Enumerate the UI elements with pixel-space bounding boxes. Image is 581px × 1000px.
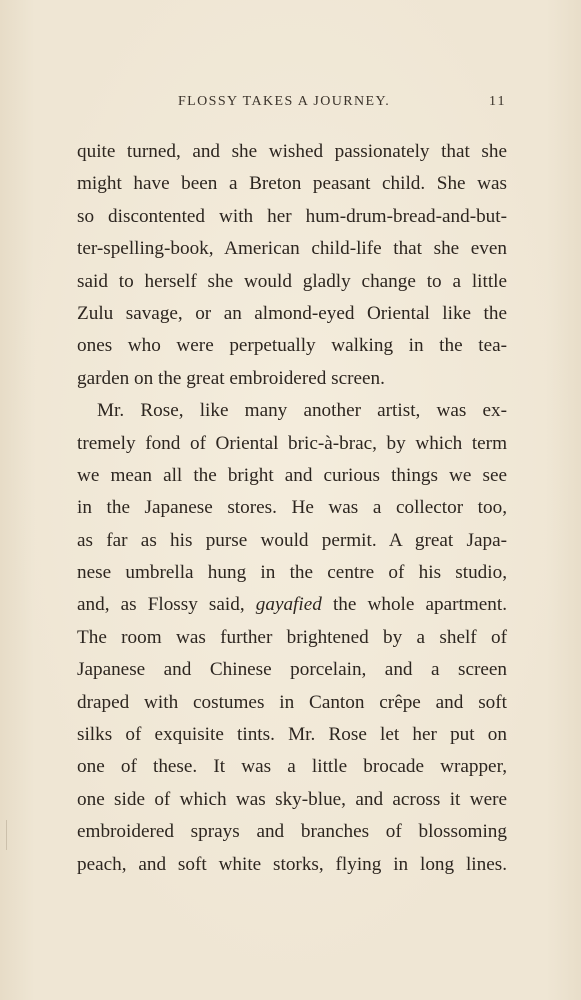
text-line: nese umbrella hung in the centre of his studio, — [77, 562, 507, 584]
text-line: in the Japanese stores. He was a collector too, — [77, 497, 507, 519]
page-header — [0, 94, 581, 114]
text-line: so discontented with her hum-drum-bread-and-but- — [77, 205, 507, 227]
text-line: might have been a Breton peasant child. She was — [77, 173, 507, 195]
text-line: as far as his purse would permit. A great Japa- — [77, 529, 507, 551]
page-number: 11 — [489, 94, 507, 109]
text-fragment: the whole apartment. — [332, 594, 507, 616]
running-title: FLOSSY TAKES A JOURNEY. — [178, 94, 391, 109]
text-line: we mean all the bright and curious things we see — [77, 464, 507, 486]
italic-word: gayafied — [255, 594, 322, 616]
text-line: tremely fond of Oriental bric-à-brac, by which term — [77, 432, 507, 454]
text-line-with-italic — [77, 589, 507, 621]
text-line: Mr. Rose, like many another artist, was ex- — [97, 400, 507, 422]
text-line: peach, and soft white storks, flying in long lines. — [77, 853, 507, 875]
text-line: garden on the great embroidered screen. — [77, 367, 385, 389]
text-line: embroidered sprays and branches of blossoming — [77, 821, 507, 843]
margin-smudge — [6, 820, 7, 850]
text-line: Zulu savage, or an almond-eyed Oriental like the — [77, 302, 507, 324]
text-line: one of these. It was a little brocade wrapper, — [77, 756, 507, 778]
body-text — [77, 136, 507, 881]
text-line: The room was further brightened by a shelf of — [77, 626, 507, 648]
text-line: silks of exquisite tints. Mr. Rose let her put on — [77, 724, 507, 746]
text-line: quite turned, and she wished passionately that she — [77, 141, 507, 162]
text-line: said to herself she would gladly change to a little — [77, 270, 507, 292]
text-line: ones who were perpetually walking in the tea- — [77, 335, 507, 357]
text-line: one side of which was sky-blue, and across it were — [77, 788, 507, 810]
text-line: draped with costumes in Canton crêpe and soft — [77, 691, 507, 713]
text-fragment: and, as Flossy said, — [77, 594, 245, 616]
text-line: ter-spelling-book, American child-life that she even — [77, 238, 507, 260]
text-line: Japanese and Chinese porcelain, and a screen — [77, 659, 507, 681]
